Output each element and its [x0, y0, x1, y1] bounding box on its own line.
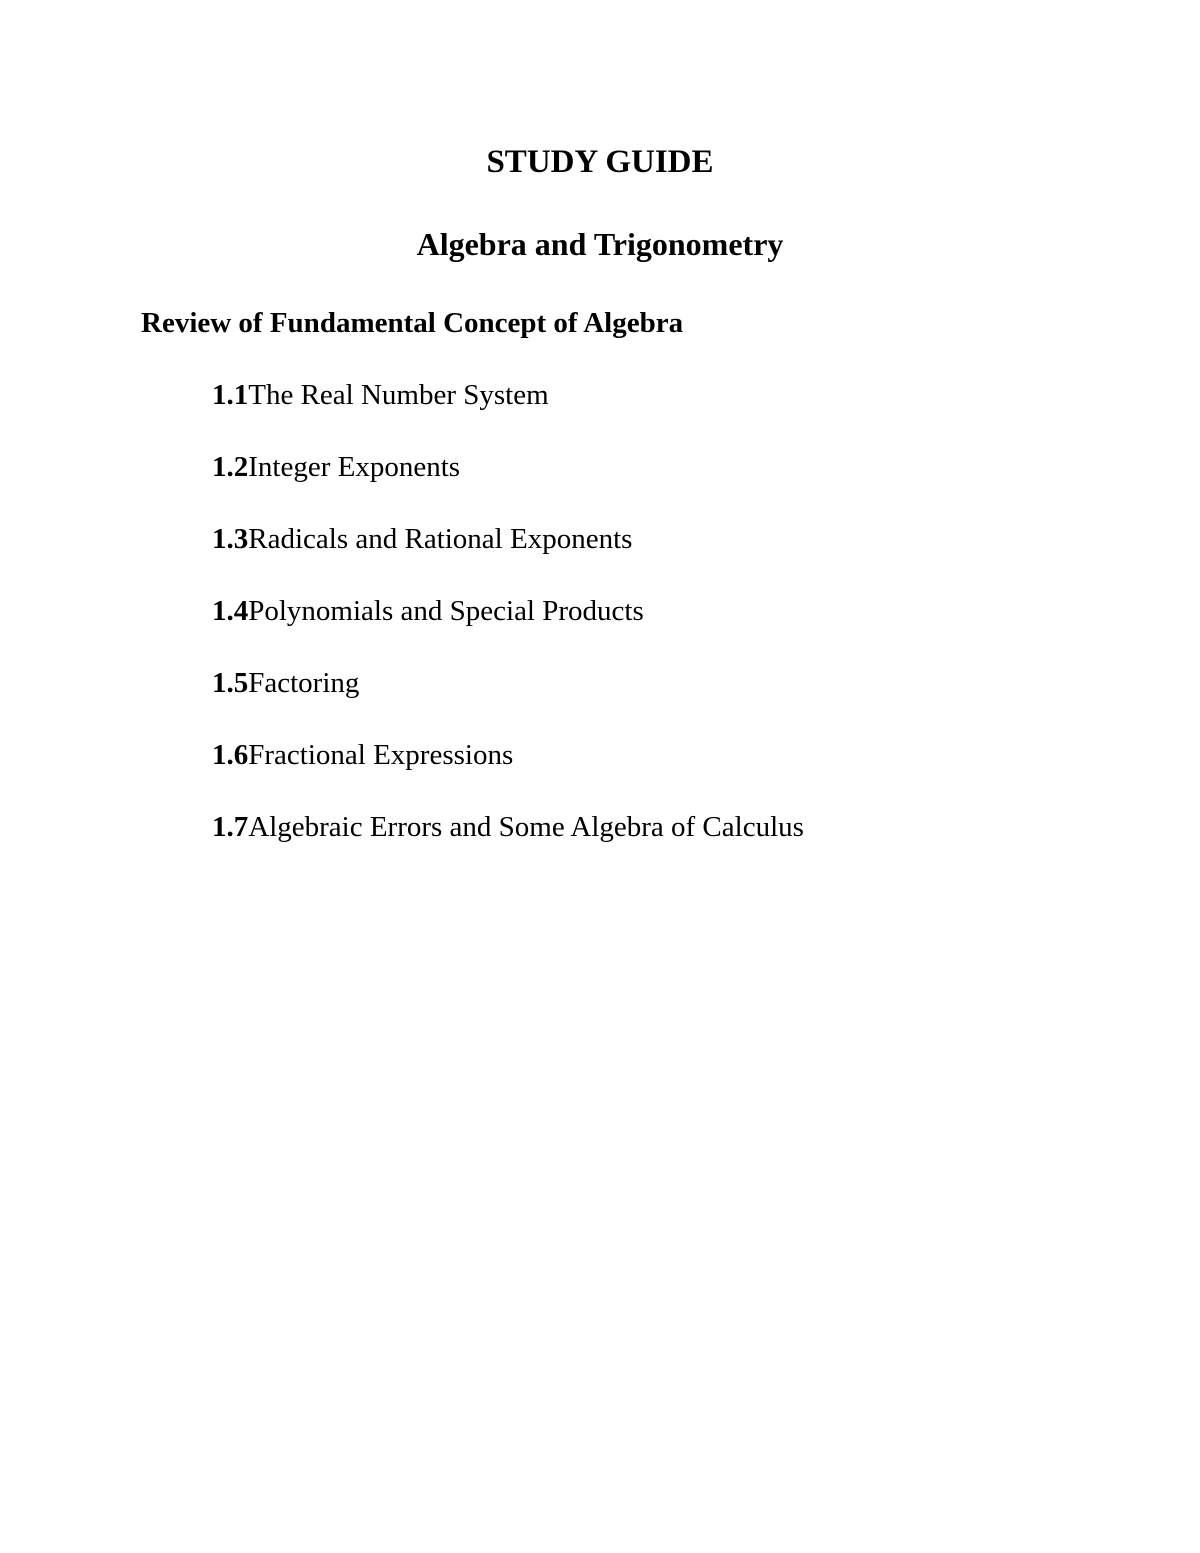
- item-number: 1.7: [212, 811, 249, 843]
- list-item: [212, 376, 804, 448]
- item-number: 1.2: [212, 451, 249, 483]
- item-label: Radicals and Rational Exponents: [248, 523, 633, 555]
- item-label: Factoring: [248, 667, 360, 699]
- list-item: [212, 520, 804, 592]
- item-label: Algebraic Errors and Some Algebra of Calculus: [248, 811, 804, 843]
- list-item: [212, 664, 804, 736]
- item-label: The Real Number System: [248, 379, 549, 411]
- list-item: [212, 592, 804, 664]
- item-number: 1.3: [212, 523, 249, 555]
- item-number: 1.5: [212, 667, 249, 699]
- item-label: Integer Exponents: [248, 451, 461, 483]
- list-item: [212, 736, 804, 808]
- list-item: [212, 808, 804, 880]
- page-title: STUDY GUIDE: [486, 144, 714, 180]
- item-label: Fractional Expressions: [248, 739, 514, 771]
- topic-list: [212, 376, 804, 880]
- list-item: [212, 448, 804, 520]
- section-heading: Review of Fundamental Concept of Algebra: [141, 307, 684, 339]
- item-label: Polynomials and Special Products: [248, 595, 644, 627]
- item-number: 1.1: [212, 379, 249, 411]
- item-number: 1.6: [212, 739, 249, 771]
- item-number: 1.4: [212, 595, 249, 627]
- page-subtitle: Algebra and Trigonometry: [416, 226, 784, 262]
